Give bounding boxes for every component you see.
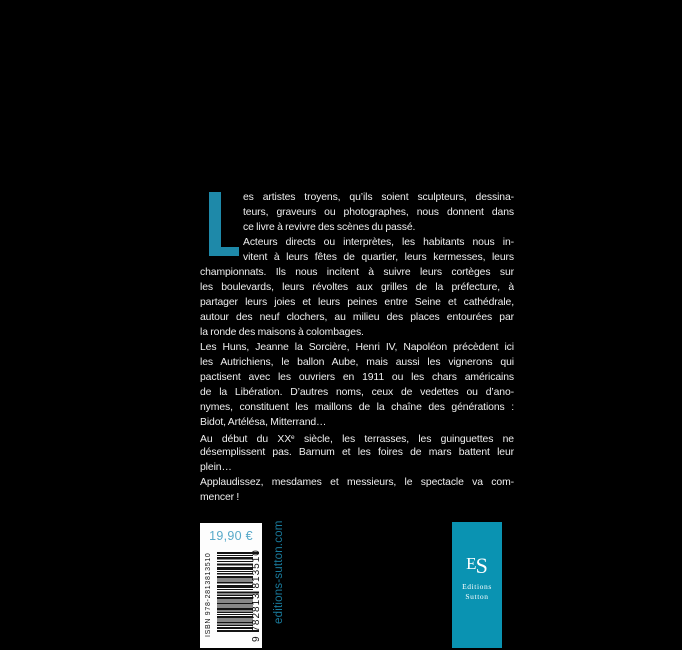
blurb-line: la ronde des maisons à colombages. — [200, 327, 364, 338]
blurb-line: es artistes troyens, qu’ils soient sculpteurs, dessina- — [243, 192, 514, 203]
blurb-line: mencer ! — [200, 492, 240, 503]
publisher-name-line1: Editions — [462, 582, 492, 591]
blurb-line: Les Huns, Jeanne la Sorcière, Henri IV, Napoléon précèdent ici — [200, 342, 514, 353]
blurb-line: vitent à leurs fêtes de quartier, leurs kermesses, leurs — [243, 252, 514, 263]
blurb-line: Bidot, Artélésa, Mitterrand… — [200, 417, 327, 428]
monogram-letter-s: S — [475, 553, 488, 578]
blurb-line: les Autrichiens, le ballon Aube, mais aussi les vignerons qui — [200, 357, 514, 368]
blurb-line: autour des neuf clochers, au milieu des places entourées par — [200, 312, 514, 323]
ean-digits: 9 782813 813510 — [251, 549, 262, 642]
blurb-line: pactisent avec les ouvriers en 1911 ou les chars américains — [200, 372, 514, 383]
publisher-logo-block — [452, 522, 502, 648]
blurb-line: championnats. Ils nous incitent à suivre leurs cortèges sur — [200, 267, 514, 278]
blurb-line: Applaudissez, mesdames et messieurs, le spectacle va com- — [200, 477, 514, 488]
blurb-line: teurs, graveurs ou photographes, nous donnent dans — [243, 207, 514, 218]
blurb-line: partager leurs joies et leurs peines entre Seine et cathédrale, — [200, 297, 514, 308]
blurb-line: ce livre à revivre des scènes du passé. — [243, 222, 416, 233]
superscript-e: e — [291, 434, 295, 441]
blurb-line: désemplissent pas. Barnum et les foires de mars battent leur — [200, 447, 514, 458]
blurb-text-block — [200, 190, 514, 505]
blurb-line: de la Libération. D’autres noms, ceux de vedettes ou d’ano- — [200, 387, 514, 398]
blurb-line: les boulevards, leurs révoltes aux grilles de la préfecture, à — [200, 282, 514, 293]
publisher-website-text: editions-sutton.com — [273, 520, 285, 624]
publisher-name-line2: Sutton — [465, 592, 489, 601]
price-label: 19,90 € — [209, 529, 253, 543]
isbn-label: ISBN 978-2813813510 — [205, 552, 212, 637]
blurb-line: Acteurs directs ou interprètes, les habitants nous in- — [243, 237, 514, 248]
blurb-line: Au début du XXe siècle, les terrasses, les guinguettes ne — [200, 434, 514, 445]
blurb-line: plein… — [200, 462, 232, 473]
drop-cap-letter-l — [209, 192, 239, 256]
blurb-line: nymes, constituent les maillons de la chaîne des générations : — [200, 402, 514, 413]
publisher-monogram — [452, 552, 502, 578]
barcode-panel — [200, 523, 262, 648]
monogram-letter-e: E — [466, 554, 477, 573]
